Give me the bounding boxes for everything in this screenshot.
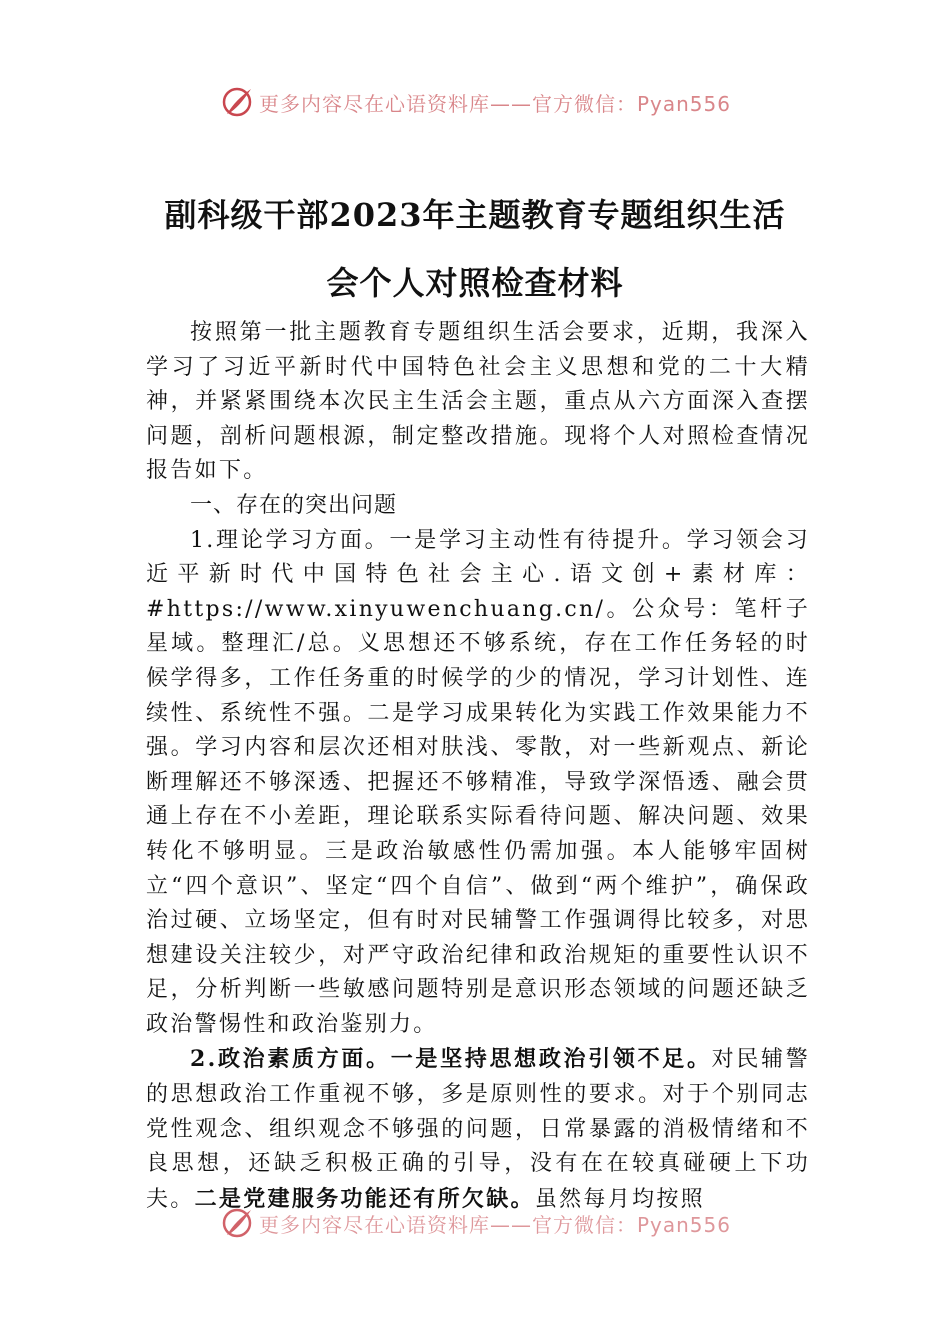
watermark-text-footer: 更多内容尽在心语资料库——官方微信：Pyan556: [258, 1212, 731, 1237]
paragraph-theory-study: 1.理论学习方面。一是学习主动性有待提升。学习领会习近平新时代中国特色社会主心.语文创+素材库：#https://www.xinyuwenchuang.cn/。公众号：笔杆子星域。整理汇/总。义思想还不够系统，存在工作任务轻的时候学得多，工作任务重的时候学的少的情况，学习计划性、连续性、系统性不强。二是学习成果转化为实践工作效果能力不强。学习内容和层次还相对肤浅、零散，对一些新观点、新论断理解还不够深透、把握还不够精准，导致学深悟透、融会贯通上存在不小差距，理论联系实际看待问题、解决问题、效果转化不够明显。三是政治敏感性仍需加强。本人能够牢固树立“四个意识”、坚定“四个自信”、做到“两个维护”，确保政治过硬、立场坚定，但有时对民辅警工作强调得比较多，对思想建设关注较少，对严守政治纪律和政治规矩的重要性认识不足，分析判断一些敏感问题特别是意识形态领域的问题还缺乏政治警惕性和政治鉴别力。: [146, 527, 810, 1037]
text-run-2: 虽然每月均按照: [534, 1186, 705, 1212]
watermark-footer: [0, 1203, 950, 1243]
feather-logo-icon: [219, 84, 255, 120]
bold-lead-1: 2.政治素质方面。一是坚持思想政治引领不足。: [190, 1046, 712, 1073]
watermark-header: [0, 82, 950, 122]
paragraph-political-quality: [146, 1042, 810, 1217]
section-heading: 一、存在的突出问题: [190, 492, 398, 518]
document-body: [146, 316, 810, 1217]
feather-logo-icon: [219, 1205, 255, 1241]
paragraph-intro: 按照第一批主题教育专题组织生活会要求，近期，我深入学习了习近平新时代中国特色社会主义思想和党的二十大精神，并紧紧围绕本次民主生活会主题，重点从六方面深入查摆问题，剖析问题根源，制定整改措施。现将个人对照检查情况报告如下。: [146, 320, 810, 484]
watermark-text: 更多内容尽在心语资料库——官方微信：Pyan556: [258, 91, 731, 116]
document-title-line2: 会个人对照检查材料: [326, 264, 624, 302]
text-run-1: 对民辅警的思想政治工作重视不够，多是原则性的要求。对于个别同志党性观念、组织观念不够强的问题，日常暴露的消极情绪和不良思想，还缺乏积极正确的引导，没有在在较真碰硬上下功夫。: [146, 1047, 810, 1212]
bold-lead-2: 二是党建服务功能还有所欠缺。: [194, 1185, 535, 1212]
document-title-line1: 副科级干部2023年主题教育专题组织生活: [164, 196, 786, 234]
